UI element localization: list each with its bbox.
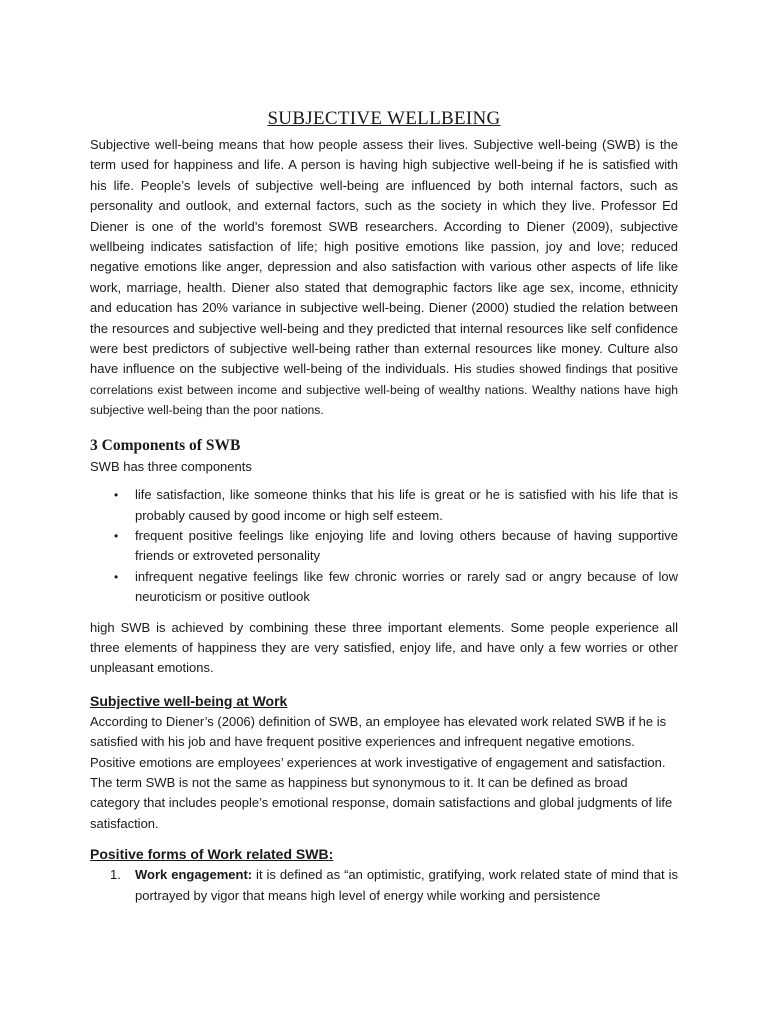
- intro-paragraph-main: Subjective well-being means that how people assess their lives. Subjective well-being (SWB) is the term used for happiness and life. A person is having high subjective well-being if he is satisfied with his life. People’s levels of subjective well-being are influenced by both internal factors, such as personality and outlook, and external factors, such as the society in which they live. Professor Ed Diener is one of the world’s foremost SWB researchers. According to Diener (2009), subjective wellbeing indicates satisfaction of life; high positive emotions like passion, joy and love; reduced negative emotions like anger, depression and also satisfaction with various other aspects of life like work, marriage, health. Diener also stated that demographic factors like age sex, income, ethnicity and education has 20% variance in subjective well-being. Diener (2000) studied the relation between the resources and subjective well-being and they predicted that internal resources like self confidence were best predictors of subjective well-being rather than external resources like money. Culture also have influence on the subjective well-being of the individuals.: [90, 137, 678, 377]
- positive-forms-heading: Positive forms of Work related SWB:: [90, 846, 334, 863]
- components-intro: SWB has three components: [90, 458, 252, 474]
- intro-paragraph: [90, 135, 678, 421]
- list-item: [90, 526, 678, 567]
- list-item-number: 1.: [110, 867, 121, 883]
- list-item: [90, 865, 678, 906]
- list-item-text: infrequent negative feelings like few chronic worries or rarely sad or angry because of low neuroticism or positive outlook: [135, 568, 678, 605]
- list-item: [90, 567, 678, 608]
- list-item: [90, 485, 678, 526]
- positive-forms-list: [90, 865, 678, 906]
- list-item-text: frequent positive feelings like enjoying life and loving others because of having supportive friends or extroveted personality: [135, 527, 678, 564]
- components-heading: 3 Components of SWB: [90, 436, 241, 454]
- work-section-paragraph: According to Diener’s (2006) definition of SWB, an employee has elevated work related SWB if he is satisfied with his job and have frequent positive experiences and infrequent negative emotions. Positive emotions are employees’ experiences at work investigative of engagement and satisfaction. The term SWB is not the same as happiness but synonymous to it. It can be defined as broad category that includes people’s emotional response, domain satisfactions and global judgments of life satisfaction.: [90, 713, 673, 831]
- list-item-text: life satisfaction, like someone thinks that his life is great or he is satisfied with his life that is probably caused by good income or high self esteem.: [135, 487, 678, 523]
- document-page: [90, 108, 678, 906]
- page-title: SUBJECTIVE WELLBEING: [267, 108, 501, 129]
- work-section-heading: Subjective well-being at Work: [90, 692, 288, 709]
- components-list: [90, 485, 678, 607]
- intro-paragraph-tail: His studies showed findings that positive correlations exist between income and subjective well-being of wealthy nations. Wealthy nations have high subjective well-being than the poor nations.: [90, 362, 678, 418]
- list-item-term: Work engagement:: [135, 867, 253, 883]
- bullet-icon: •: [114, 528, 119, 543]
- list-item-text: it is defined as “an optimistic, gratifying, work related state of mind that is portrayed by vigor that means high level of energy while working and persistence: [135, 867, 678, 903]
- components-summary: high SWB is achieved by combining these three important elements. Some people experience all three elements of happiness they are very satisfied, enjoy life, and have only a few worries or other unpleasant emotions.: [90, 619, 678, 676]
- bullet-icon: •: [114, 488, 119, 503]
- bullet-icon: •: [114, 569, 119, 584]
